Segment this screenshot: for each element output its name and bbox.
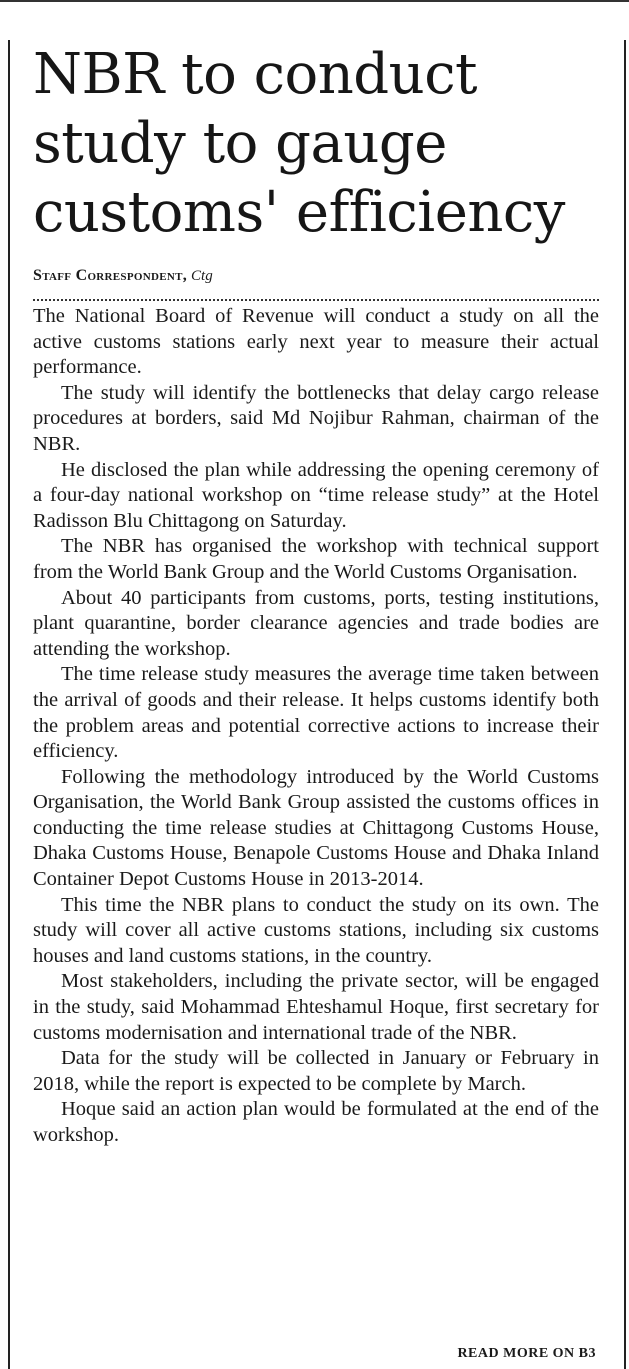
body-paragraph: The time release study measures the average time taken between the arrival of goods and their release. It helps customs identify both the problem areas and potential corrective actions to increase their efficiency. bbox=[33, 663, 599, 763]
body-paragraph: The NBR has organised the workshop with technical support from the World Bank Group and the World Customs Organisation. bbox=[33, 535, 599, 583]
dotted-separator bbox=[33, 299, 599, 301]
byline-location: Ctg bbox=[191, 268, 213, 284]
body-paragraph: He disclosed the plan while addressing the opening ceremony of a four-day national workshop on “time release study” at the Hotel Radisson Blu Chittagong on Saturday. bbox=[33, 458, 599, 532]
news-article bbox=[33, 40, 599, 1149]
body-paragraph: Hoque said an action plan would be formulated at the end of the workshop. bbox=[33, 1098, 599, 1146]
byline-author: Staff Correspondent, bbox=[33, 267, 188, 284]
headline-line: NBR to conduct bbox=[33, 42, 478, 107]
byline bbox=[33, 265, 599, 287]
article-body bbox=[33, 304, 599, 1149]
body-paragraph: This time the NBR plans to conduct the study on its own. The study will cover all active customs stations, including six customs houses and land customs stations, in the country. bbox=[33, 893, 599, 967]
body-paragraph: Most stakeholders, including the private sector, will be engaged in the study, said Mohammad Ehteshamul Hoque, first secretary for customs modernisation and international trade of the NBR. bbox=[33, 970, 599, 1044]
right-column-rule bbox=[624, 40, 626, 1369]
top-border-rule bbox=[0, 0, 629, 2]
body-paragraph: About 40 participants from customs, ports, testing institutions, plant quarantine, border clearance agencies and trade bodies are attending the workshop. bbox=[33, 586, 599, 660]
body-paragraph: The National Board of Revenue will conduct a study on all the active customs stations early next year to measure their actual performance. bbox=[33, 305, 599, 379]
body-paragraph: Following the methodology introduced by the World Customs Organisation, the World Bank Group assisted the customs offices in conducting the time release studies at Chittagong Customs House, Dhaka Customs House, Benapole Customs House and Dhaka Inland Container Depot Customs House in 2013-2014. bbox=[33, 765, 599, 891]
read-more-link[interactable]: READ MORE ON B3 bbox=[457, 1346, 596, 1361]
body-paragraph: The study will identify the bottlenecks that delay cargo release procedures at borders, said Md Nojibur Rahman, chairman of the NBR. bbox=[33, 381, 599, 455]
headline-line: customs' efficiency bbox=[33, 180, 565, 245]
article-headline bbox=[33, 40, 599, 247]
headline-line: study to gauge bbox=[33, 111, 447, 176]
body-paragraph: Data for the study will be collected in January or February in 2018, while the report is expected to be complete by March. bbox=[33, 1047, 599, 1095]
left-column-rule bbox=[8, 40, 10, 1369]
